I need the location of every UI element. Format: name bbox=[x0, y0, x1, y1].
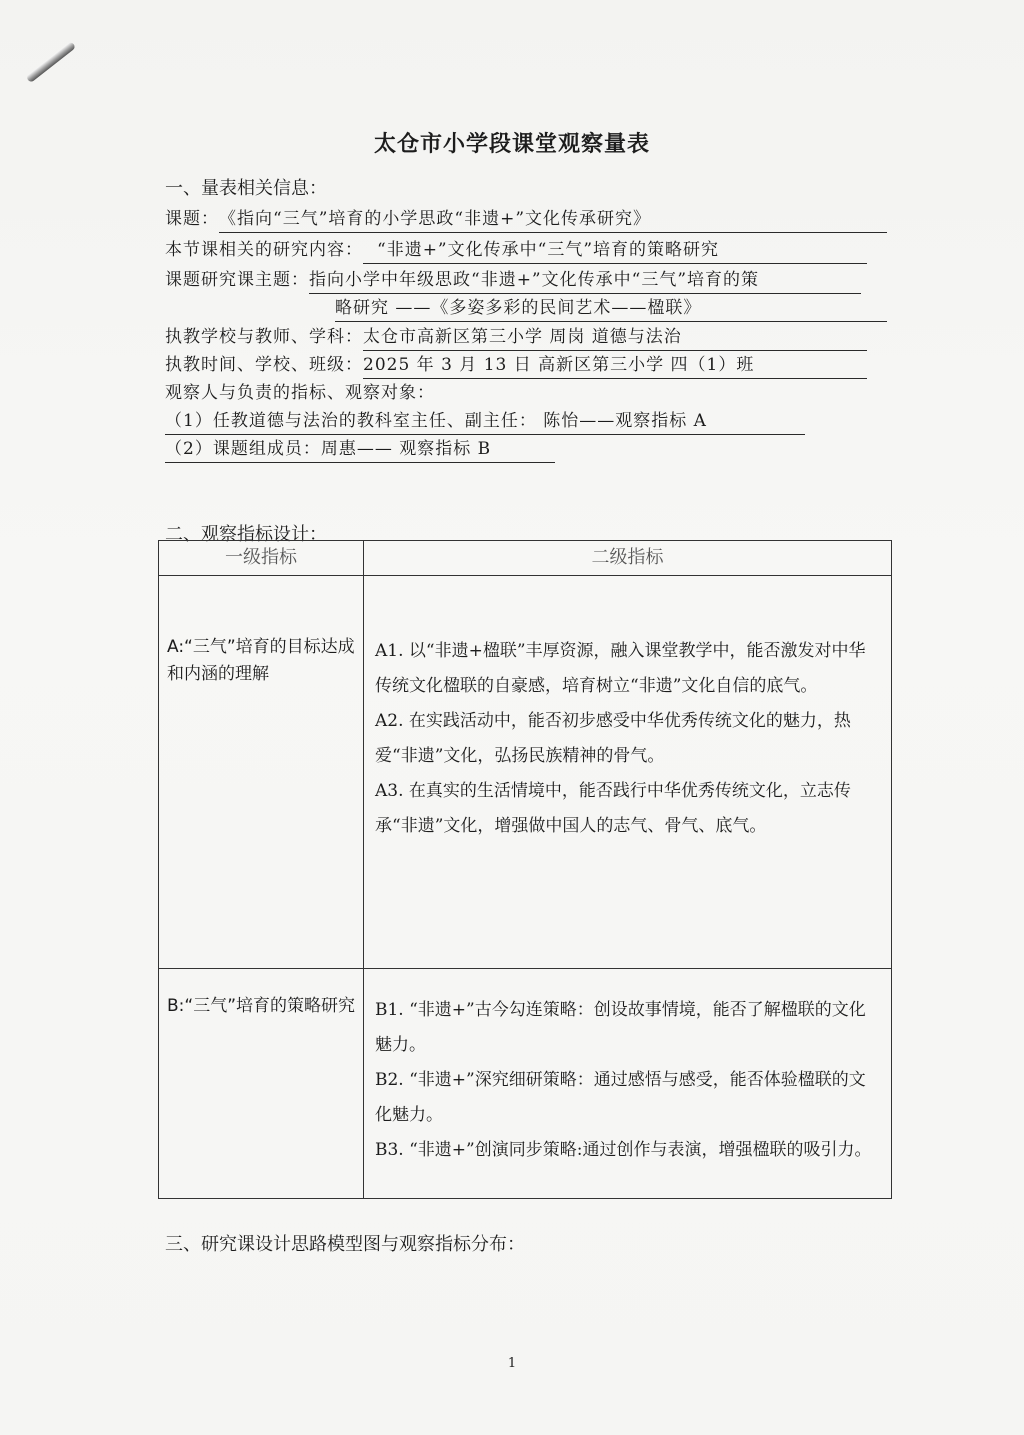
topic-value: 《指向“三气”培育的小学思政“非遗+”文化传承研究》 bbox=[219, 207, 887, 233]
observer-2-line bbox=[165, 437, 555, 463]
school-teacher-label: 执教学校与教师、学科： bbox=[165, 327, 363, 347]
section2-heading: 二、观察指标设计： bbox=[165, 524, 327, 545]
table-header-row bbox=[159, 541, 892, 576]
topic-label: 课题： bbox=[165, 209, 219, 229]
topic-line bbox=[165, 207, 887, 233]
time-label: 执教时间、学校、班级： bbox=[165, 355, 363, 375]
theme-value-line1: 指向小学中年级思政“非遗+”文化传承中“三气”培育的策 bbox=[309, 268, 861, 294]
section3-heading: 三、研究课设计思路模型图与观察指标分布： bbox=[165, 1234, 525, 1255]
section1-heading: 一、量表相关信息： bbox=[165, 178, 327, 199]
level1-cell: B:“三气”培育的策略研究 bbox=[159, 969, 364, 1199]
level2-cell bbox=[364, 969, 892, 1199]
indicator-b1: B1. “非遗+”古今勾连策略：创设故事情境，能否了解楹联的文化魅力。 bbox=[375, 1000, 866, 1055]
observer-label-line: 观察人与负责的指标、观察对象： bbox=[165, 383, 435, 403]
theme-line bbox=[165, 268, 861, 294]
page-number: 1 bbox=[507, 1356, 517, 1371]
observation-indicator-table bbox=[158, 540, 892, 1199]
level2-cell bbox=[364, 576, 892, 969]
content-label: 本节课相关的研究内容： bbox=[165, 240, 363, 260]
indicator-a1: A1. 以“非遗+楹联”丰厚资源，融入课堂教学中，能否激发对中华传统文化楹联的自豪感，培育树立“非遗”文化自信的底气。 bbox=[375, 641, 866, 696]
level1-cell: A:“三气”培育的目标达成和内涵的理解 bbox=[159, 576, 364, 969]
staple-mark bbox=[26, 41, 77, 83]
indicator-a2: A2. 在实践活动中，能否初步感受中华优秀传统文化的魅力，热爱“非遗”文化，弘扬民族精神的骨气。 bbox=[375, 711, 851, 766]
table-row bbox=[159, 576, 892, 969]
table-row bbox=[159, 969, 892, 1199]
time-line bbox=[165, 353, 867, 379]
indicator-b2: B2. “非遗+”深究细研策略：通过感悟与感受，能否体验楹联的文化魅力。 bbox=[375, 1070, 866, 1125]
time-value: 2025 年 3 月 13 日 高新区第三小学 四（1）班 bbox=[363, 353, 867, 379]
school-teacher-value: 太仓市高新区第三小学 周岗 道德与法治 bbox=[363, 325, 867, 351]
school-teacher-line bbox=[165, 325, 867, 351]
theme-label: 课题研究课主题： bbox=[165, 270, 309, 290]
indicator-a3: A3. 在真实的生活情境中，能否践行中华优秀传统文化，立志传承“非遗”文化，增强做中国人的志气、骨气、底气。 bbox=[375, 781, 851, 836]
theme-value-line2: 略研究 ——《多姿多彩的民间艺术——楹联》 bbox=[335, 296, 887, 322]
header-level1: 一级指标 bbox=[159, 541, 364, 576]
indicator-b3: B3. “非遗+”创演同步策略:通过创作与表演，增强楹联的吸引力。 bbox=[375, 1140, 872, 1160]
content-line bbox=[165, 238, 867, 264]
observer-1: （1）任教道德与法治的教科室主任、副主任： 陈怡——观察指标 A bbox=[165, 409, 805, 435]
bleed-through-text bbox=[150, 155, 157, 180]
theme-line-2 bbox=[335, 296, 887, 322]
header-level2: 二级指标 bbox=[364, 541, 892, 576]
observer-1-line bbox=[165, 409, 805, 435]
page-title: 太仓市小学段课堂观察量表 bbox=[373, 132, 650, 157]
content-value: “非遗+”文化传承中“三气”培育的策略研究 bbox=[363, 238, 867, 264]
observer-2: （2）课题组成员：周惠—— 观察指标 B bbox=[165, 437, 555, 463]
